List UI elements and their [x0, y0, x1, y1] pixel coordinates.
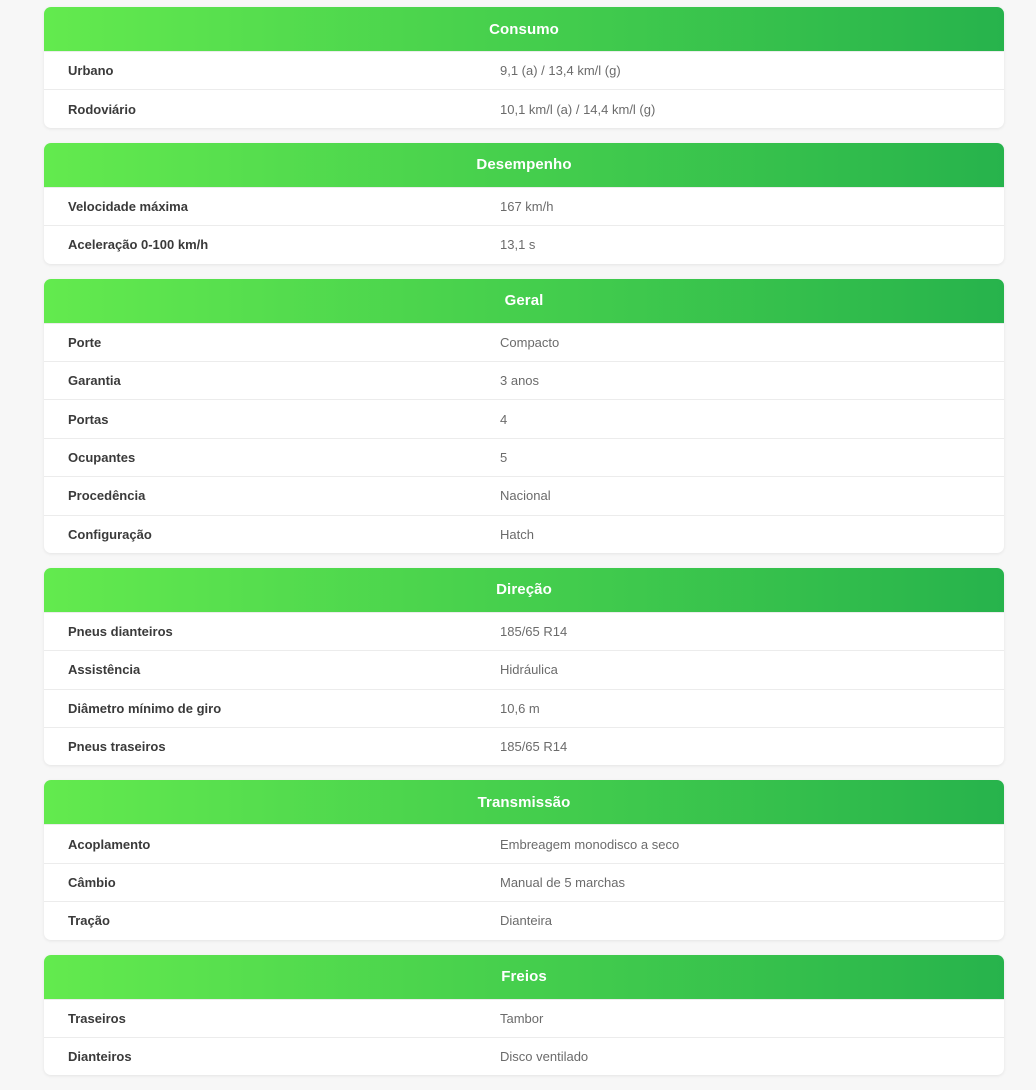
spec-row — [44, 89, 1004, 127]
spec-row — [44, 438, 1004, 476]
spec-value: Hidráulica — [500, 662, 558, 678]
spec-sections — [44, 7, 1004, 1090]
spec-value: 10,1 km/l (a) / 14,4 km/l (g) — [500, 101, 656, 117]
spec-value: 10,6 m — [500, 700, 540, 716]
spec-row — [44, 824, 1004, 862]
spec-section-direcao — [44, 568, 1004, 766]
spec-section-freios — [44, 955, 1004, 1076]
spec-label: Porte — [68, 334, 102, 350]
spec-value: Tambor — [500, 1010, 544, 1026]
spec-row — [44, 476, 1004, 514]
spec-row — [44, 901, 1004, 939]
spec-label: Garantia — [68, 373, 121, 389]
spec-row — [44, 863, 1004, 901]
spec-row — [44, 361, 1004, 399]
spec-label: Pneus dianteiros — [68, 624, 173, 640]
section-header: Geral — [44, 279, 1004, 323]
spec-row — [44, 51, 1004, 89]
spec-section-consumo — [44, 7, 1004, 128]
spec-value: 3 anos — [500, 373, 540, 389]
spec-row — [44, 323, 1004, 361]
section-header: Direção — [44, 568, 1004, 612]
spec-label: Câmbio — [68, 875, 116, 891]
spec-section-desempenho — [44, 143, 1004, 264]
spec-label: Acoplamento — [68, 836, 151, 852]
spec-label: Traseiros — [68, 1010, 126, 1026]
spec-value: Compacto — [500, 334, 560, 350]
section-header: Desempenho — [44, 143, 1004, 187]
spec-label: Diâmetro mínimo de giro — [68, 700, 222, 716]
spec-label: Dianteiros — [68, 1049, 132, 1065]
spec-value: 5 — [500, 449, 508, 465]
section-header: Consumo — [44, 7, 1004, 51]
spec-label: Portas — [68, 411, 109, 427]
spec-label: Procedência — [68, 488, 146, 504]
section-header: Transmissão — [44, 780, 1004, 824]
spec-row — [44, 515, 1004, 553]
spec-row — [44, 225, 1004, 263]
spec-row — [44, 999, 1004, 1037]
spec-value: 9,1 (a) / 13,4 km/l (g) — [500, 63, 621, 79]
spec-value: Hatch — [500, 526, 534, 542]
spec-section-geral — [44, 279, 1004, 553]
spec-label: Tração — [68, 913, 110, 929]
spec-label: Ocupantes — [68, 449, 136, 465]
spec-row — [44, 612, 1004, 650]
spec-label: Velocidade máxima — [68, 198, 188, 214]
spec-row — [44, 1037, 1004, 1075]
spec-label: Configuração — [68, 526, 152, 542]
spec-row — [44, 727, 1004, 765]
spec-value: 185/65 R14 — [500, 739, 568, 755]
spec-label: Pneus traseiros — [68, 739, 166, 755]
spec-value: Embreagem monodisco a seco — [500, 836, 680, 852]
spec-value: 4 — [500, 411, 508, 427]
spec-value: 167 km/h — [500, 198, 554, 214]
spec-value: Manual de 5 marchas — [500, 875, 626, 891]
spec-row — [44, 399, 1004, 437]
spec-section-transmissao — [44, 780, 1004, 939]
section-header: Freios — [44, 955, 1004, 999]
spec-value: 13,1 s — [500, 237, 536, 253]
spec-label: Aceleração 0-100 km/h — [68, 237, 209, 253]
spec-label: Urbano — [68, 63, 114, 79]
spec-value: Nacional — [500, 488, 551, 504]
spec-row — [44, 650, 1004, 688]
spec-label: Assistência — [68, 662, 141, 678]
spec-label: Rodoviário — [68, 101, 136, 117]
spec-value: 185/65 R14 — [500, 624, 568, 640]
spec-value: Dianteira — [500, 913, 553, 929]
spec-value: Disco ventilado — [500, 1049, 589, 1065]
spec-row — [44, 187, 1004, 225]
spec-row — [44, 689, 1004, 727]
